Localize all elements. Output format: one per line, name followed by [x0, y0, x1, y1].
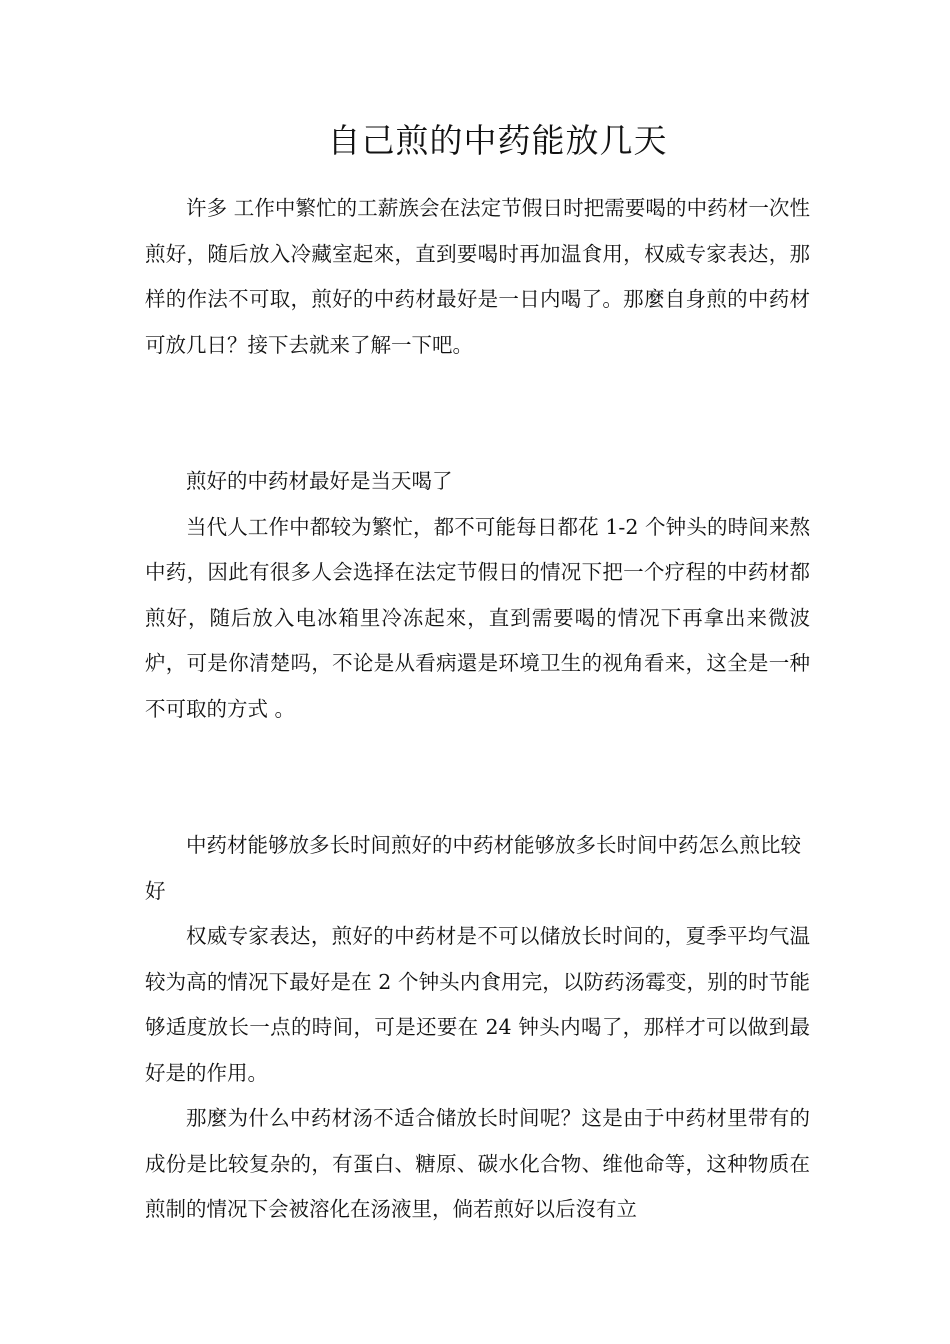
section-spacer	[145, 732, 810, 823]
section2-paragraph-2: 那麼为什么中药材汤不适合储放长时间呢？这是由于中药材里带有的成份是比较复杂的，有蛋白、糖原、碳水化合物、维他命等，这种物质在煎制的情况下会被溶化在汤液里，倘若煎好以后沒有立	[145, 1106, 810, 1221]
document-page	[145, 118, 810, 1233]
page-title: 自己煎的中药能放几天	[327, 121, 668, 160]
section1-paragraph: 当代人工作中都较为繁忙，都不可能每日都花 1-2 个钟头的時间来熬中药，因此有很多人会选择在法定节假日的情况下把一个疗程的中药材都煎好，随后放入电冰箱里冷冻起來，直到需要喝的情况下再拿出来微波炉，可是你清楚吗，不论是从看病還是环境卫生的视角看来，这全是一种不可取的方式 。	[145, 514, 810, 721]
intro-paragraph: 许多 工作中繁忙的工薪族会在法定节假日时把需要喝的中药材一次性煎好，随后放入冷藏室起來，直到要喝时再加温食用，权威专家表达，那样的作法不可取，煎好的中药材最好是一日内喝了。那麼自身煎的中药材可放几日？接下去就来了解一下吧。	[145, 196, 810, 357]
section-spacer	[145, 368, 810, 459]
section2-paragraph-1: 权威专家表达，煎好的中药材是不可以储放长时间的，夏季平均气温较为高的情况下最好是在 2 个钟头内食用完，以防药汤霉变，别的时节能够适度放长一点的時间，可是还要在 24 钟头内喝了，那样才可以做到最好是的作用。	[145, 924, 810, 1085]
section2-heading: 中药材能够放多长时间煎好的中药材能够放多长时间中药怎么煎比较好	[145, 833, 801, 903]
section1-heading: 煎好的中药材最好是当天喝了	[186, 469, 453, 493]
